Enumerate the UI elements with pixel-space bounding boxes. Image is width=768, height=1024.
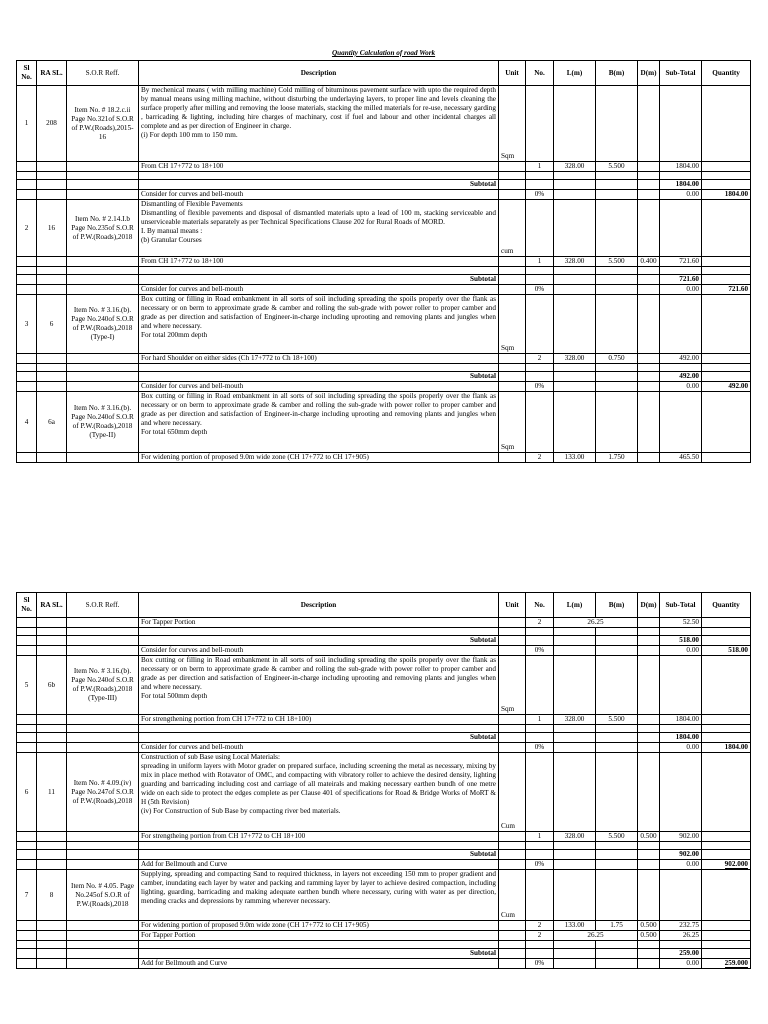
item-row-1 <box>17 86 751 162</box>
item-description: By mechenical means ( with milling machine) Cold milling of bituminous pavement surface with upto the required depth by manual means using milling machine, without disturbing the underlaying layers, to proper line and levels cleaning the surface properly after milling and removing the loose materials, stacking the milled materials for re-use, necessary garding , barricading & lighting, including hire charges of machinary, cost if fuel and labour and other incidental charges all complete and as per direction of Engineer in charge. (i) For depth 100 mm to 150 mm. <box>139 86 499 162</box>
item-row-3 <box>17 295 751 354</box>
sor-reference: Item No. # 3.16.(b). Page No.240of S.O.R of P.W.(Roads),2018 (Type-III) <box>67 656 139 715</box>
item-row-5 <box>17 656 751 715</box>
curves-row: Consider for curves and bell-mouth 0% 0.00 1804.00 <box>17 743 751 753</box>
quantity-value: 518.00 <box>702 646 751 656</box>
sor-reference: Item No. # 3.16.(b). Page No.240of S.O.R of P.W.(Roads),2018 (Type-II) <box>67 392 139 453</box>
subtotal-row: Subtotal 492.00 <box>17 372 751 382</box>
tapper-row: For Tapper Portion 2 26.25 0.500 26.25 <box>17 931 751 941</box>
subtotal-row: Subtotal 1804.00 <box>17 180 751 190</box>
curves-row: Consider for curves and bell-mouth 0% 0.00 1804.00 <box>17 190 751 200</box>
sl-no: 2 <box>17 200 37 257</box>
sl-no: 4 <box>17 392 37 453</box>
unit: Sqm <box>499 295 526 354</box>
col-quantity: Quantity <box>702 61 751 86</box>
quantity-value: 1804.00 <box>702 190 751 200</box>
header-row: Sl No. RA SL. S.O.R Reff. Description Unit No. L(m) B(m) D(m) Sub-Total Quantity <box>17 593 751 618</box>
subtotal-row: Subtotal 259.00 <box>17 949 751 959</box>
sor-reference: Item No. # 3.16.(b). Page No.240of S.O.R of P.W.(Roads),2018 (Type-I) <box>67 295 139 354</box>
ra-sl: 16 <box>37 200 67 257</box>
quantity-value: 492.00 <box>702 382 751 392</box>
quantity-value: 721.60 <box>702 285 751 295</box>
col-b: B(m) <box>596 61 638 86</box>
unit: Sqm <box>499 392 526 453</box>
measurement-row: From CH 17+772 to 18+100 1 328.00 5.500 1804.00 <box>17 162 751 172</box>
ra-sl: 6a <box>37 392 67 453</box>
curves-row: Consider for curves and bell-mouth 0% 0.00 492.00 <box>17 382 751 392</box>
table-caption: Quantity Calculation of road Work <box>17 49 751 61</box>
bellmouth-row: Add for Bellmouth and Curve 0% 0.00 902.000 <box>17 860 751 870</box>
measurement-row: For widening portion of proposed 9.0m wide zone (CH 17+772 to CH 17+905) 2 133.00 1.75 0.500 232.75 <box>17 921 751 931</box>
item-row-2 <box>17 200 751 257</box>
col-ra: RA SL. <box>37 61 67 86</box>
quantity-table-1 <box>16 49 751 463</box>
unit: cum <box>499 200 526 257</box>
measurement-row: For strengthening portion from CH 17+772 to CH 18+100) 1 328.00 5.500 1804.00 <box>17 715 751 725</box>
item-description: Supplying, spreading and compacting Sand to required thickness, in layers not exceeding 150 mm to proper gradient and camber, inundating each layer by water and packing and ramming layer by layer to achieve desired compaction, including lighting, guarding, barricading and making adequate earthen bundh where necessary, curing with water as per direction, mending cracks and depressions by ramming wherever necessary. <box>139 870 499 921</box>
item-row-4 <box>17 392 751 453</box>
sheet-page-2 <box>16 592 750 969</box>
sl-no: 1 <box>17 86 37 162</box>
curves-row: Consider for curves and bell-mouth 0% 0.00 721.60 <box>17 285 751 295</box>
col-no: No. <box>526 61 554 86</box>
sor-reference: Item No. # 2.14.I.b Page No.235of S.O.R of P.W.(Roads),2018 <box>67 200 139 257</box>
col-sl: Sl No. <box>17 61 37 86</box>
col-unit: Unit <box>499 61 526 86</box>
quantity-value: 259.000 <box>702 959 751 969</box>
col-subtotal: Sub-Total <box>660 61 702 86</box>
col-description: Description <box>139 61 499 86</box>
unit: Sqm <box>499 86 526 162</box>
measurement-row: For strengtheing portion from CH 17+772 to CH 18+100 1 328.00 5.500 0.500 902.00 <box>17 832 751 842</box>
measurement-row: From CH 17+772 to 18+100 1 328.00 5.500 0.400 721.60 <box>17 257 751 267</box>
item-description: Construction of sub Base using Local Materials: spreading in uniform layers with Motor grader on prepared surface, including screening the metal as necessary, mixing by mix in place method with Rotavator of OMC, and compacting with vibratory roller to achieve the desired density, lighting guarding and barricading including cost and carriage of all mateirals and making necessary earthen bundh of one metre wide on each side to protect the edges complete as per Clause 401 of specifications for Road & Bridge Works of MoRT & H (5th Revision) (iv) For Construction of Sub Base by compacting river bed materials. <box>139 753 499 832</box>
item-description: Box cutting or filling in Road embankment in all sorts of soil including spreading the spoils properly over the flank as necessary or on berm to approximate grade & camber and rolling the sub-grade with power roller to proper camber and grade as per direction and satisfaction of Engineer-in-charge including uprooting and removing plants and jungles when and where necessary. For total 650mm depth <box>139 392 499 453</box>
quantity-table-2 <box>16 592 751 969</box>
measurement-row: For hard Shoulder on either sides (Ch 17+772 to Ch 18+100) 2 328.00 0.750 492.00 <box>17 354 751 364</box>
sl-no: 7 <box>17 870 37 921</box>
item-description: Box cutting or filling in Road embankment in all sorts of soil including spreading the spoils properly over the flank as necessary or on berm to approximate grade & camber and rolling the sub-grade with power roller to proper camber and grade as per direction and satisfaction of Engineer-in-charge including uprooting and removing plants and jungles when and where necessary. For total 500mm depth <box>139 656 499 715</box>
sl-no: 6 <box>17 753 37 832</box>
tapper-row: For Tapper Portion 2 26.25 52.50 <box>17 618 751 628</box>
subtotal-row: Subtotal 1804.00 <box>17 733 751 743</box>
subtotal-row: Subtotal 518.00 <box>17 636 751 646</box>
col-l: L(m) <box>554 61 596 86</box>
sor-reference: Item No. # 18.2.c.ii Page No.321of S.O.R of P.W.(Roads),2015-16 <box>67 86 139 162</box>
sor-reference: Item No. # 4.05. Page No.245of S.O.R of P.W.(Roads),2018 <box>67 870 139 921</box>
curves-row: Consider for curves and bell-mouth 0% 0.00 518.00 <box>17 646 751 656</box>
sl-no: 3 <box>17 295 37 354</box>
item-row-6 <box>17 753 751 832</box>
subtotal-row: Subtotal 721.60 <box>17 275 751 285</box>
bellmouth-row: Add for Bellmouth and Curve 0% 0.00 259.000 <box>17 959 751 969</box>
ra-sl: 6b <box>37 656 67 715</box>
quantity-value: 902.000 <box>702 860 751 870</box>
unit: Sqm <box>499 656 526 715</box>
col-d: D(m) <box>638 61 660 86</box>
ra-sl: 11 <box>37 753 67 832</box>
unit: Cum <box>499 753 526 832</box>
measurement-desc: From CH 17+772 to 18+100 <box>139 162 499 172</box>
measurement-row: For widening portion of proposed 9.0m wide zone (CH 17+772 to CH 17+905) 2 133.00 1.750 465.50 <box>17 453 751 463</box>
ra-sl: 8 <box>37 870 67 921</box>
sor-reference: Item No. # 4.09.(iv) Page No.247of S.O.R of P.W.(Roads),2018 <box>67 753 139 832</box>
subtotal-row: Subtotal 902.00 <box>17 850 751 860</box>
sheet-page-1 <box>16 49 750 463</box>
item-description: Dismantling of Flexible Pavements Dismantling of flexible pavements and disposal of dismantled materials upto a lead of 100 m, stacking serviceable and unserviceable materials separately as per Technical Specifications Clause 202 for Rural Roads of MORD. I. By manual means : (b) Granular Courses <box>139 200 499 257</box>
header-row <box>17 61 751 86</box>
ra-sl: 208 <box>37 86 67 162</box>
quantity-value: 1804.00 <box>702 743 751 753</box>
sl-no: 5 <box>17 656 37 715</box>
item-row-7 <box>17 870 751 921</box>
unit: Cum <box>499 870 526 921</box>
ra-sl: 6 <box>37 295 67 354</box>
item-description: Box cutting or filling in Road embankment in all sorts of soil including spreading the spoils properly over the flank as necessary or on berm to approximate grade & camber and rolling the sub-grade with power roller to proper camber and grade as per direction and satisfaction of Engineer-in-charge including uprooting and removing plants and jungles when and where necessary. For total 200mm depth <box>139 295 499 354</box>
col-sor: S.O.R Reff. <box>67 61 139 86</box>
